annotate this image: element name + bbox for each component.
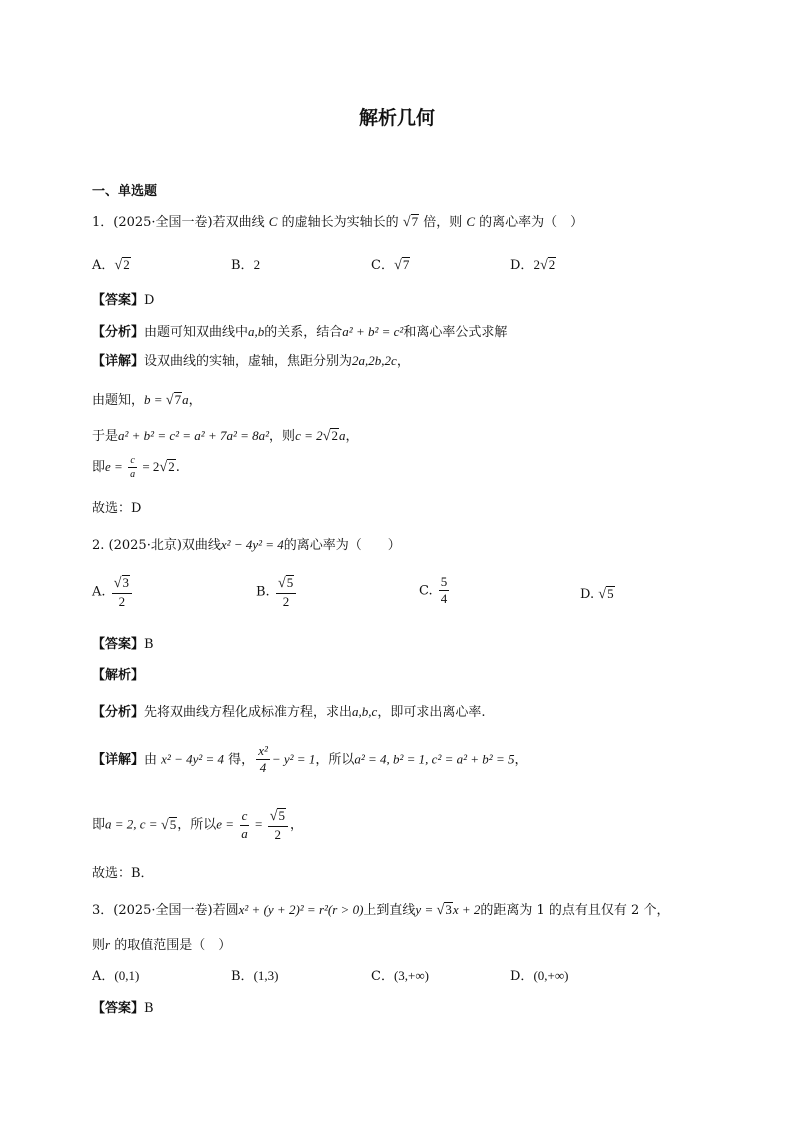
q2-detail-text: ， xyxy=(514,752,528,768)
q1-result-fraction xyxy=(128,455,137,480)
analysis-label: 【分析】 xyxy=(92,325,145,340)
q3-stem-line2 xyxy=(92,934,231,953)
q1-derivation xyxy=(92,425,358,445)
fraction-denominator: 4 xyxy=(440,591,448,607)
q1-option-radicand: 2 xyxy=(123,257,130,272)
q2-detail-text: 由 xyxy=(144,752,162,768)
q3-option-d xyxy=(510,965,568,984)
detail-label: 【详解】 xyxy=(92,752,145,768)
q1-derivation-math: a² + b² = c² = a² + 7a² = 8a² xyxy=(118,428,270,443)
answer-label: 【答案】 xyxy=(92,293,145,308)
q1-option-label: B． xyxy=(231,258,254,273)
q3-stem-radicand: 3 xyxy=(445,902,452,917)
q1-stem-text: 的离心率为（ ） xyxy=(475,215,584,230)
q3-option-a xyxy=(92,965,139,984)
q1-result-text: . xyxy=(175,460,180,475)
q2-analysis-text: ，即可求出离心率. xyxy=(377,705,486,720)
q1-analysis-text: 由题可知双曲线中 xyxy=(144,325,249,340)
q3-option-value: (0,+∞) xyxy=(533,968,569,983)
q2-detail-fraction xyxy=(256,744,270,776)
q1-detail-text: ， xyxy=(396,354,410,369)
q1-given-text: ， xyxy=(188,393,202,408)
q3-option-label: D． xyxy=(510,969,534,984)
q2-result-sqrt: √5 xyxy=(160,816,177,833)
q2-result-fraction: $\frac{√5}{2}$ xyxy=(268,808,288,842)
q3-stem-math: r xyxy=(105,937,111,952)
q1-result-text: 即 xyxy=(92,460,106,475)
q1-option-value: √7 xyxy=(393,257,410,273)
detail-label: 【详解】 xyxy=(92,354,145,369)
q1-derivation-radicand: 2 xyxy=(331,428,338,443)
q1-analysis xyxy=(92,321,507,340)
q2-detail-math: x² − 4y² = 4 xyxy=(161,751,225,767)
q2-result-math: a = 2, c = xyxy=(105,816,161,832)
q1-stem xyxy=(92,211,583,231)
q2-option-fraction: $\frac{√3}{2}$ xyxy=(112,575,132,609)
q3-option-c xyxy=(371,965,429,984)
q2-result-fraction xyxy=(239,809,250,841)
q2-option-value: √5 xyxy=(598,586,614,602)
q3-stem-text: 3．(2025·全国一卷)若圆 xyxy=(92,903,239,918)
q1-option-radicand: 7 xyxy=(402,257,410,272)
q2-result-math: = xyxy=(251,816,266,832)
q1-option-a xyxy=(92,254,131,274)
q3-option-value: (1,3) xyxy=(253,968,279,983)
analysis-label: 【分析】 xyxy=(92,705,145,720)
q1-analysis-math: a,b xyxy=(248,324,265,339)
q2-stem-text: 的离心率为（ ） xyxy=(283,538,401,553)
q2-result-text: ，所以 xyxy=(177,817,217,833)
q3-answer-value: B xyxy=(144,1001,154,1016)
fraction-numerator: c xyxy=(130,455,135,466)
q1-answer xyxy=(92,289,154,308)
q3-option-value: (0,1) xyxy=(114,968,140,983)
q1-option-b xyxy=(231,254,260,273)
q1-detail-text: 设双曲线的实轴，虚轴，焦距分别为 xyxy=(144,354,353,369)
q1-derivation-math: a xyxy=(338,428,346,443)
q2-option-label: A. xyxy=(92,584,106,600)
q2-result xyxy=(92,808,303,842)
q1-option-value: √2 xyxy=(114,257,130,273)
answer-label: 【答案】 xyxy=(92,637,145,652)
page-title: 解析几何 xyxy=(358,107,435,129)
q2-option-fraction: $\frac{√5}{2}$ xyxy=(276,575,296,609)
fraction-numerator-radicand: 5 xyxy=(278,808,285,823)
q2-detail-text: 得， xyxy=(224,752,255,768)
q1-option-value: √2 xyxy=(539,257,556,273)
q2-option-label: C. xyxy=(419,583,433,599)
q1-stem-text: 的虚轴长为实轴长的 xyxy=(277,215,403,230)
fraction-numerator: c xyxy=(240,809,250,825)
q2-option-c xyxy=(419,575,451,607)
q2-stem-text: 2. (2025·北京)双曲线 xyxy=(92,538,221,553)
fraction-denominator: 2 xyxy=(118,593,126,609)
fraction-denominator: 2 xyxy=(282,593,290,609)
fraction-denominator: 4 xyxy=(259,760,267,776)
q1-option-coef: 2 xyxy=(533,257,540,272)
q1-option-label: C． xyxy=(371,258,394,273)
answer-label: 【答案】 xyxy=(92,1001,145,1016)
q2-option-label: B. xyxy=(256,584,270,600)
q1-result xyxy=(92,455,180,480)
q1-result-radicand: 2 xyxy=(168,459,175,474)
q3-answer xyxy=(92,997,154,1016)
q3-option-label: C． xyxy=(371,969,394,984)
q2-detail-math: − y² = 1 xyxy=(271,751,316,767)
q1-result-math: e = xyxy=(105,459,127,474)
q1-option-d xyxy=(510,254,556,274)
q2-option-d xyxy=(580,586,615,603)
q2-detail-text: ，所以 xyxy=(315,752,355,768)
q2-result-text: 即 xyxy=(92,817,106,833)
q3-stem-sqrt: √3 xyxy=(436,902,452,918)
q1-result-math: = 2 xyxy=(139,459,160,474)
q2-detail-math: a² = 4, b² = 1, c² = a² + b² = 5 xyxy=(354,751,515,767)
q2-result-radicand: 5 xyxy=(169,816,177,832)
q1-stem-text: 1．(2025·全国一卷)若双曲线 xyxy=(92,215,269,230)
q2-result-text: ， xyxy=(289,817,303,833)
q2-option-label: D. xyxy=(580,587,595,602)
q2-result-math: e = xyxy=(216,816,238,832)
fraction-numerator: 5 xyxy=(439,575,450,591)
q3-option-label: A． xyxy=(92,969,115,984)
q2-jiexi-label: 【解析】 xyxy=(92,668,145,683)
q2-option-a xyxy=(92,575,134,609)
fraction-denominator: 2 xyxy=(274,826,282,842)
q1-sqrt7: √7 xyxy=(402,214,419,230)
q3-option-label: B． xyxy=(231,969,254,984)
q3-stem-math: x² + (y + 2)² = r²(r > 0) xyxy=(238,902,364,917)
q3-option-b xyxy=(231,965,278,984)
q1-derivation-math: c = 2 xyxy=(295,428,323,443)
q1-option-label: A． xyxy=(92,258,115,273)
q1-option-radicand: 2 xyxy=(548,257,556,272)
q3-option-value: (3,+∞) xyxy=(393,968,429,983)
q1-option-value: 2 xyxy=(253,257,261,272)
q1-c-symbol: C xyxy=(466,214,475,229)
q1-given-math: b = xyxy=(144,392,166,407)
q1-final: 故选：D xyxy=(92,501,142,516)
q3-stem-text: 则 xyxy=(92,938,106,953)
q3-stem-math: y = xyxy=(415,902,437,917)
q1-option-c xyxy=(371,254,410,274)
q2-stem xyxy=(92,534,401,553)
q3-stem-text: 上到直线 xyxy=(363,903,416,918)
q1-derivation-text: ，则 xyxy=(269,429,296,444)
q1-answer-value: D xyxy=(144,293,155,308)
q2-answer xyxy=(92,633,154,652)
q1-derivation-text: ， xyxy=(345,429,359,444)
q1-derivation-sqrt: √2 xyxy=(322,428,338,444)
q1-given-sqrt: √7 xyxy=(165,392,182,408)
q2-detail xyxy=(92,744,527,776)
q1-derivation-text: 于是 xyxy=(92,429,119,444)
q3-stem-text: 的距离为 1 的点有且仅有 2 个， xyxy=(480,903,670,918)
q1-given-radicand: 7 xyxy=(174,392,182,407)
q1-result-sqrt: √2 xyxy=(159,459,175,475)
q1-analysis-text: 和离心率公式求解 xyxy=(403,325,508,340)
q1-detail xyxy=(92,350,410,369)
q1-given-text: 由题知， xyxy=(92,393,145,408)
fraction-denominator: a xyxy=(241,825,248,841)
q2-option-fraction xyxy=(439,575,450,607)
q2-option-radicand: 5 xyxy=(607,586,614,601)
q1-given-math: a xyxy=(182,392,189,407)
fraction-numerator: x² xyxy=(256,744,270,760)
q1-sqrt7-radicand: 7 xyxy=(411,214,419,229)
q2-answer-value: B xyxy=(144,637,154,652)
q1-analysis-math: a² + b² = c² xyxy=(342,324,404,339)
q3-stem-text: 的取值范围是（ ） xyxy=(110,938,232,953)
q1-option-label: D． xyxy=(510,258,534,273)
fraction-numerator-radicand: 3 xyxy=(122,575,130,590)
q2-analysis-text: 先将双曲线方程化成标准方程，求出 xyxy=(144,705,353,720)
q1-given xyxy=(92,389,202,409)
q2-analysis xyxy=(92,701,485,720)
fraction-numerator-radicand: 5 xyxy=(286,575,294,590)
q1-stem-text: 倍，则 xyxy=(419,215,467,230)
q2-stem-math: x² − 4y² = 4 xyxy=(220,537,284,552)
q3-stem xyxy=(92,899,669,919)
q1-analysis-text: 的关系，结合 xyxy=(264,325,343,340)
q1-c-symbol: C xyxy=(268,214,278,229)
q1-detail-math: 2a,2b,2c xyxy=(352,353,397,368)
q2-analysis-math: a,b,c xyxy=(352,704,378,719)
q3-stem-math: x + 2 xyxy=(452,902,481,917)
fraction-denominator: a xyxy=(130,469,136,480)
q2-option-b xyxy=(256,575,298,609)
section-heading: 一、单选题 xyxy=(92,184,158,199)
q2-final: 故选：B． xyxy=(92,866,154,881)
